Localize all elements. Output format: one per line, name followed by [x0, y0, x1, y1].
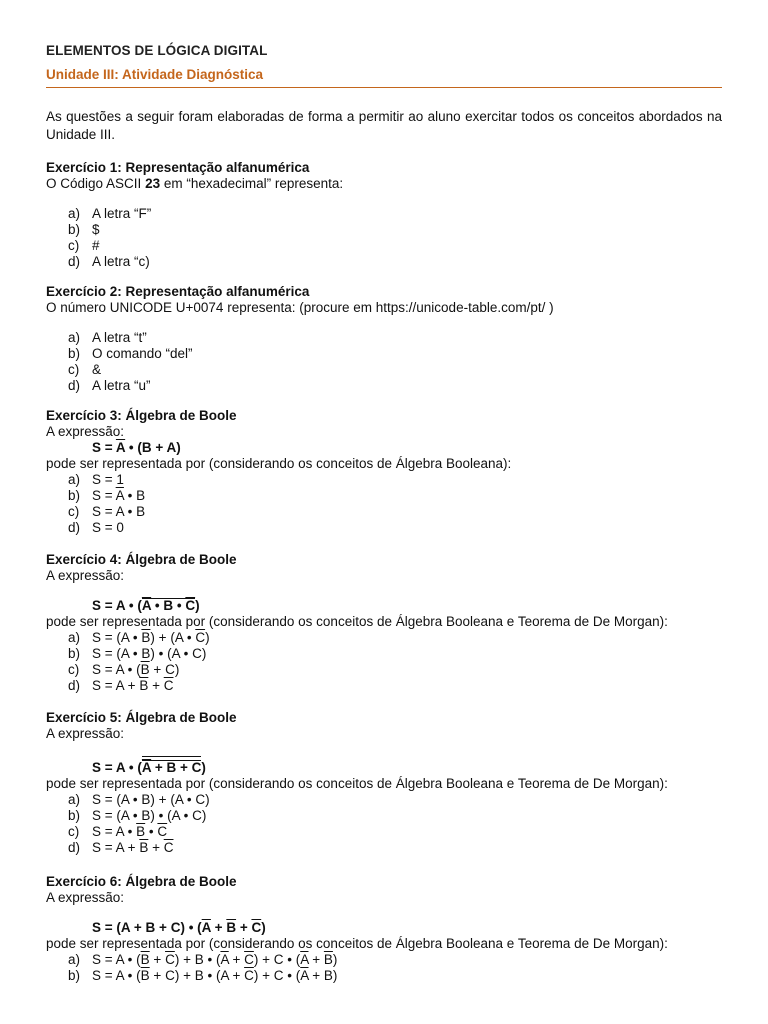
exercise-title: Exercício 4: Álgebra de Boole	[46, 552, 237, 567]
option-list	[46, 330, 722, 394]
option-d: d) $S = A + \overline{B} + \overline{C}$	[68, 840, 174, 855]
option-c: c) S = A • B	[68, 504, 146, 519]
spacer	[46, 316, 722, 330]
option-a: a) A letra “t”	[68, 330, 147, 345]
option-d: d) A letra “u”	[68, 378, 151, 393]
expression-label: A expressão:	[46, 890, 125, 905]
exercise-4	[46, 552, 722, 694]
exercise-title: Exercício 1: Representação alfanumérica	[46, 160, 310, 175]
exercise-question: pode ser representada por (considerando os conceitos de Álgebra Booleana e Teorema de De Morgan):	[46, 776, 668, 791]
document-page	[46, 42, 722, 984]
document-title: ELEMENTOS DE LÓGICA DIGITAL	[46, 43, 268, 58]
exercise-title: Exercício 6: Álgebra de Boole	[46, 874, 237, 889]
exercise-3	[46, 408, 722, 536]
option-list	[46, 472, 722, 536]
expression-label: A expressão:	[46, 726, 125, 741]
option-c: c) #	[68, 238, 100, 253]
option-b: b) $S = \overline{A}$ • B	[68, 488, 146, 503]
boolean-expression: S = A • ($\overline{A}$ • B • $\overline{C}$)	[92, 598, 200, 613]
boolean-expression: $S = \overline{A}$ • (B + A)	[92, 440, 181, 455]
expression-label: A expressão:	[46, 568, 125, 583]
expression-label: A expressão:	[46, 424, 125, 439]
exercise-question: pode ser representada por (considerando os conceitos de Álgebra Booleana e Teorema de De Morgan):	[46, 936, 668, 951]
option-list	[46, 952, 722, 984]
intro-paragraph: As questões a seguir foram elaboradas de forma a permitir ao aluno exercitar todos os conceitos abordados na Unidade III.	[46, 109, 722, 142]
option-b: b) $	[68, 222, 100, 237]
exercise-question: pode ser representada por (considerando os conceitos de Álgebra Booleana e Teorema de De Morgan):	[46, 614, 668, 629]
option-c: c) S = A • $\overline{B}$ • $\overline{C}$	[68, 824, 168, 839]
exercise-question: pode ser representada por (considerando os conceitos de Álgebra Booleana):	[46, 456, 512, 471]
option-d: d) A letra “c)	[68, 254, 150, 269]
exercise-1	[46, 160, 722, 270]
exercise-prompt: O número UNICODE U+0074 representa: (procure em https://unicode-table.com/pt/ )	[46, 300, 554, 315]
spacer	[46, 192, 722, 206]
header-divider	[46, 87, 722, 88]
exercise-6	[46, 874, 722, 984]
option-b: b) S = (A • B) • (A • C)	[68, 646, 207, 661]
option-a: a) S = (A • $\overline{B}) + (A$ • $\overline{C}$)	[68, 630, 210, 645]
exercise-title: Exercício 2: Representação alfanumérica	[46, 284, 310, 299]
exercise-prompt: O Código ASCII 23 em “hexadecimal” representa:	[46, 176, 344, 191]
option-b: b) S = (A • B) • (A • C)	[68, 808, 207, 823]
exercise-title: Exercício 3: Álgebra de Boole	[46, 408, 237, 423]
exercise-2	[46, 284, 722, 394]
option-d: d) S = 0	[68, 520, 124, 535]
exercise-title: Exercício 5: Álgebra de Boole	[46, 710, 237, 725]
option-b: b) S = A • $(\overline{B} + C) + B$ • $(A + \overline{C}) + C$ • $(\overline{A} + B)$	[68, 968, 338, 983]
document-subtitle: Unidade III: Atividade Diagnóstica	[46, 67, 264, 82]
boolean-expression: S = (A + B + C) • $(\overline{A} + \overline{B} + \overline{C})$	[92, 920, 266, 935]
exercise-5	[46, 710, 722, 856]
option-c: c) &	[68, 362, 102, 377]
option-a: a) S = A • $(\overline{B} + \overline{C}) + B$ • $(\overline{A} + \overline{C}) + C$ • $(\overline{A} + \overline{B})$	[68, 952, 338, 967]
option-b: b) O comando “del”	[68, 346, 193, 361]
option-d: d) $S = A + \overline{B} + \overline{C}$	[68, 678, 174, 693]
option-c: c) S = A • $(\overline{B} + C)$	[68, 662, 180, 677]
boolean-expression: S = A • $(\overline{A} + B + C)$	[46, 754, 722, 776]
option-list	[46, 630, 722, 694]
option-list	[46, 206, 722, 270]
option-a: a) S = (A • B) + (A • C)	[68, 792, 210, 807]
option-a: a) A letra “F”	[68, 206, 152, 221]
option-a: a) S = 1	[68, 472, 124, 487]
option-list	[46, 792, 722, 856]
